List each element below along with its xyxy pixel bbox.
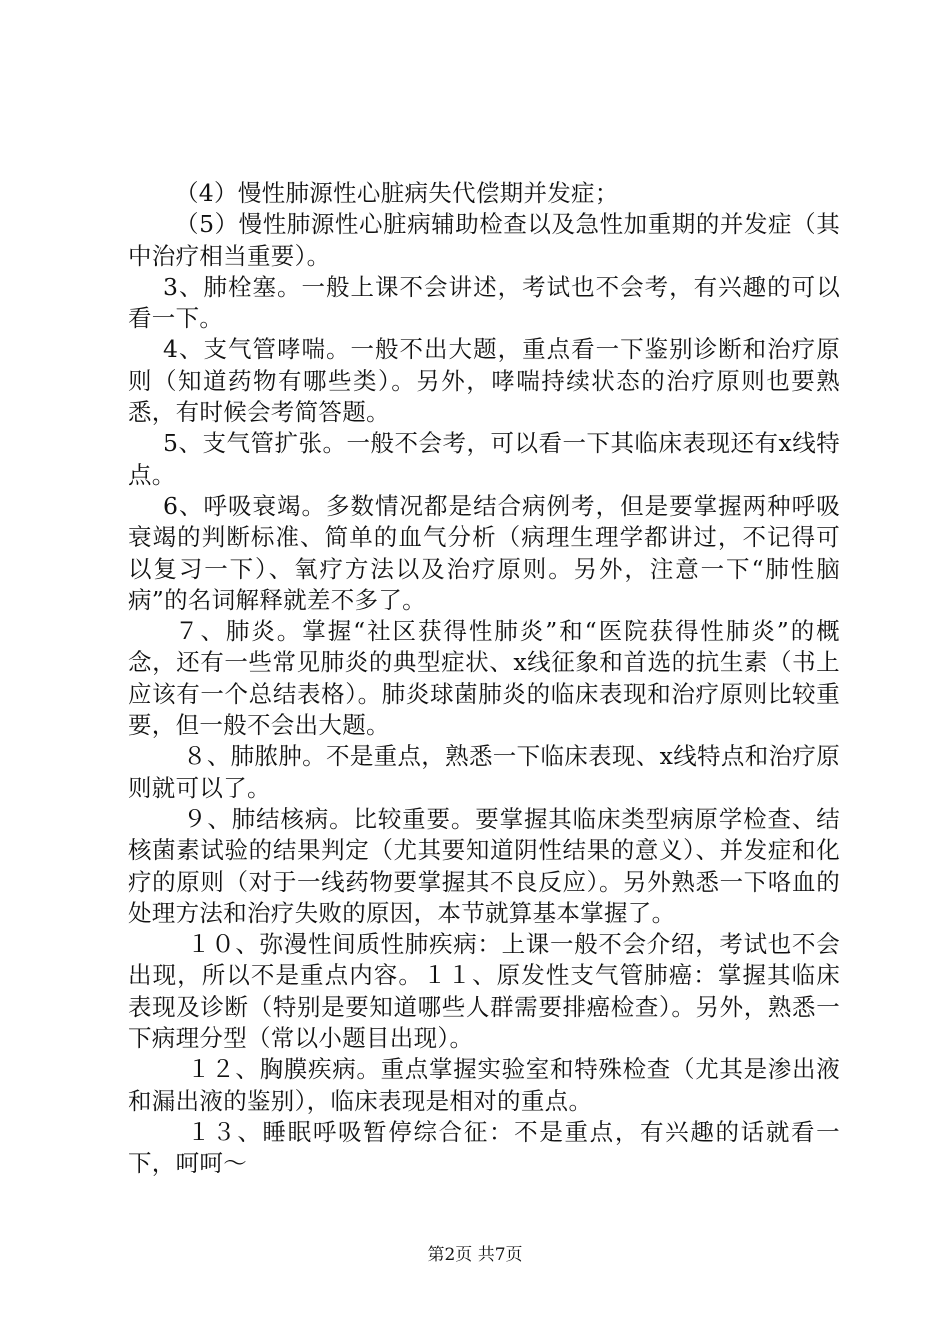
paragraph-bronchial-asthma: 4、支气管哮喘。一般不出大题，重点看一下鉴别诊断和治疗原则（知道药物有哪些类）。另外，哮喘持续状态的治疗原则也要熟悉，有时候会考简答题。 bbox=[128, 335, 840, 427]
paragraph-lung-abscess: ８、肺脓肿。不是重点，熟悉一下临床表现、x线特点和治疗原则就可以了。 bbox=[128, 742, 840, 802]
paragraph-sleep-apnea: １３、睡眠呼吸暂停综合征：不是重点，有兴趣的话就看一下，呵呵～ bbox=[128, 1117, 840, 1178]
document-body bbox=[128, 178, 840, 1180]
paragraph-pneumonia: ７、肺炎。掌握“社区获得性肺炎”和“医院获得性肺炎”的概念，还有一些常见肺炎的典型症状、x线征象和首选的抗生素（书上应该有一个总结表格）。肺炎球菌肺炎的临床表现和治疗原则比较重要，但一般不会出大题。 bbox=[128, 617, 840, 740]
paragraph-pleural-disease: １２、胸膜疾病。重点掌握实验室和特殊检查（尤其是渗出液和漏出液的鉴别），临床表现是相对的重点。 bbox=[128, 1055, 840, 1115]
paragraph-item-4: （4）慢性肺源性心脏病失代偿期并发症； bbox=[175, 179, 619, 207]
paragraph-item-5: （5）慢性肺源性心脏病辅助检查以及急性加重期的并发症（其中治疗相当重要）。 bbox=[128, 210, 840, 270]
page-number-footer: 第2页 共7页 bbox=[427, 1245, 523, 1265]
paragraph-bronchiectasis: 5、支气管扩张。一般不会考，可以看一下其临床表现还有x线特点。 bbox=[128, 429, 840, 489]
paragraph-tuberculosis: ９、肺结核病。比较重要。要掌握其临床类型病原学检查、结核菌素试验的结果判定（尤其要知道阴性结果的意义）、并发症和化疗的原则（对于一线药物要掌握其不良反应）。另外熟悉一下咯血的处理方法和治疗失败的原因，本节就算基本掌握了。 bbox=[128, 804, 840, 927]
paragraph-pulmonary-embolism: 3、肺栓塞。一般上课不会讲述，考试也不会考，有兴趣的可以看一下。 bbox=[128, 272, 840, 333]
paragraph-interstitial-lung-disease: １０、弥漫性间质性肺疾病：上课一般不会介绍，考试也不会出现，所以不是重点内容。１１、原发性支气管肺癌：掌握其临床表现及诊断（特别是要知道哪些人群需要排癌检查）。另外，熟悉一下病理分型（常以小题目出现）。 bbox=[128, 930, 840, 1053]
paragraph-respiratory-failure: 6、呼吸衰竭。多数情况都是结合病例考，但是要掌握两种呼吸衰竭的判断标准、简单的血气分析（病理生理学都讲过，不记得可以复习一下）、氧疗方法以及治疗原则。另外，注意一下“肺性脑病”的名词解释就差不多了。 bbox=[128, 491, 840, 614]
